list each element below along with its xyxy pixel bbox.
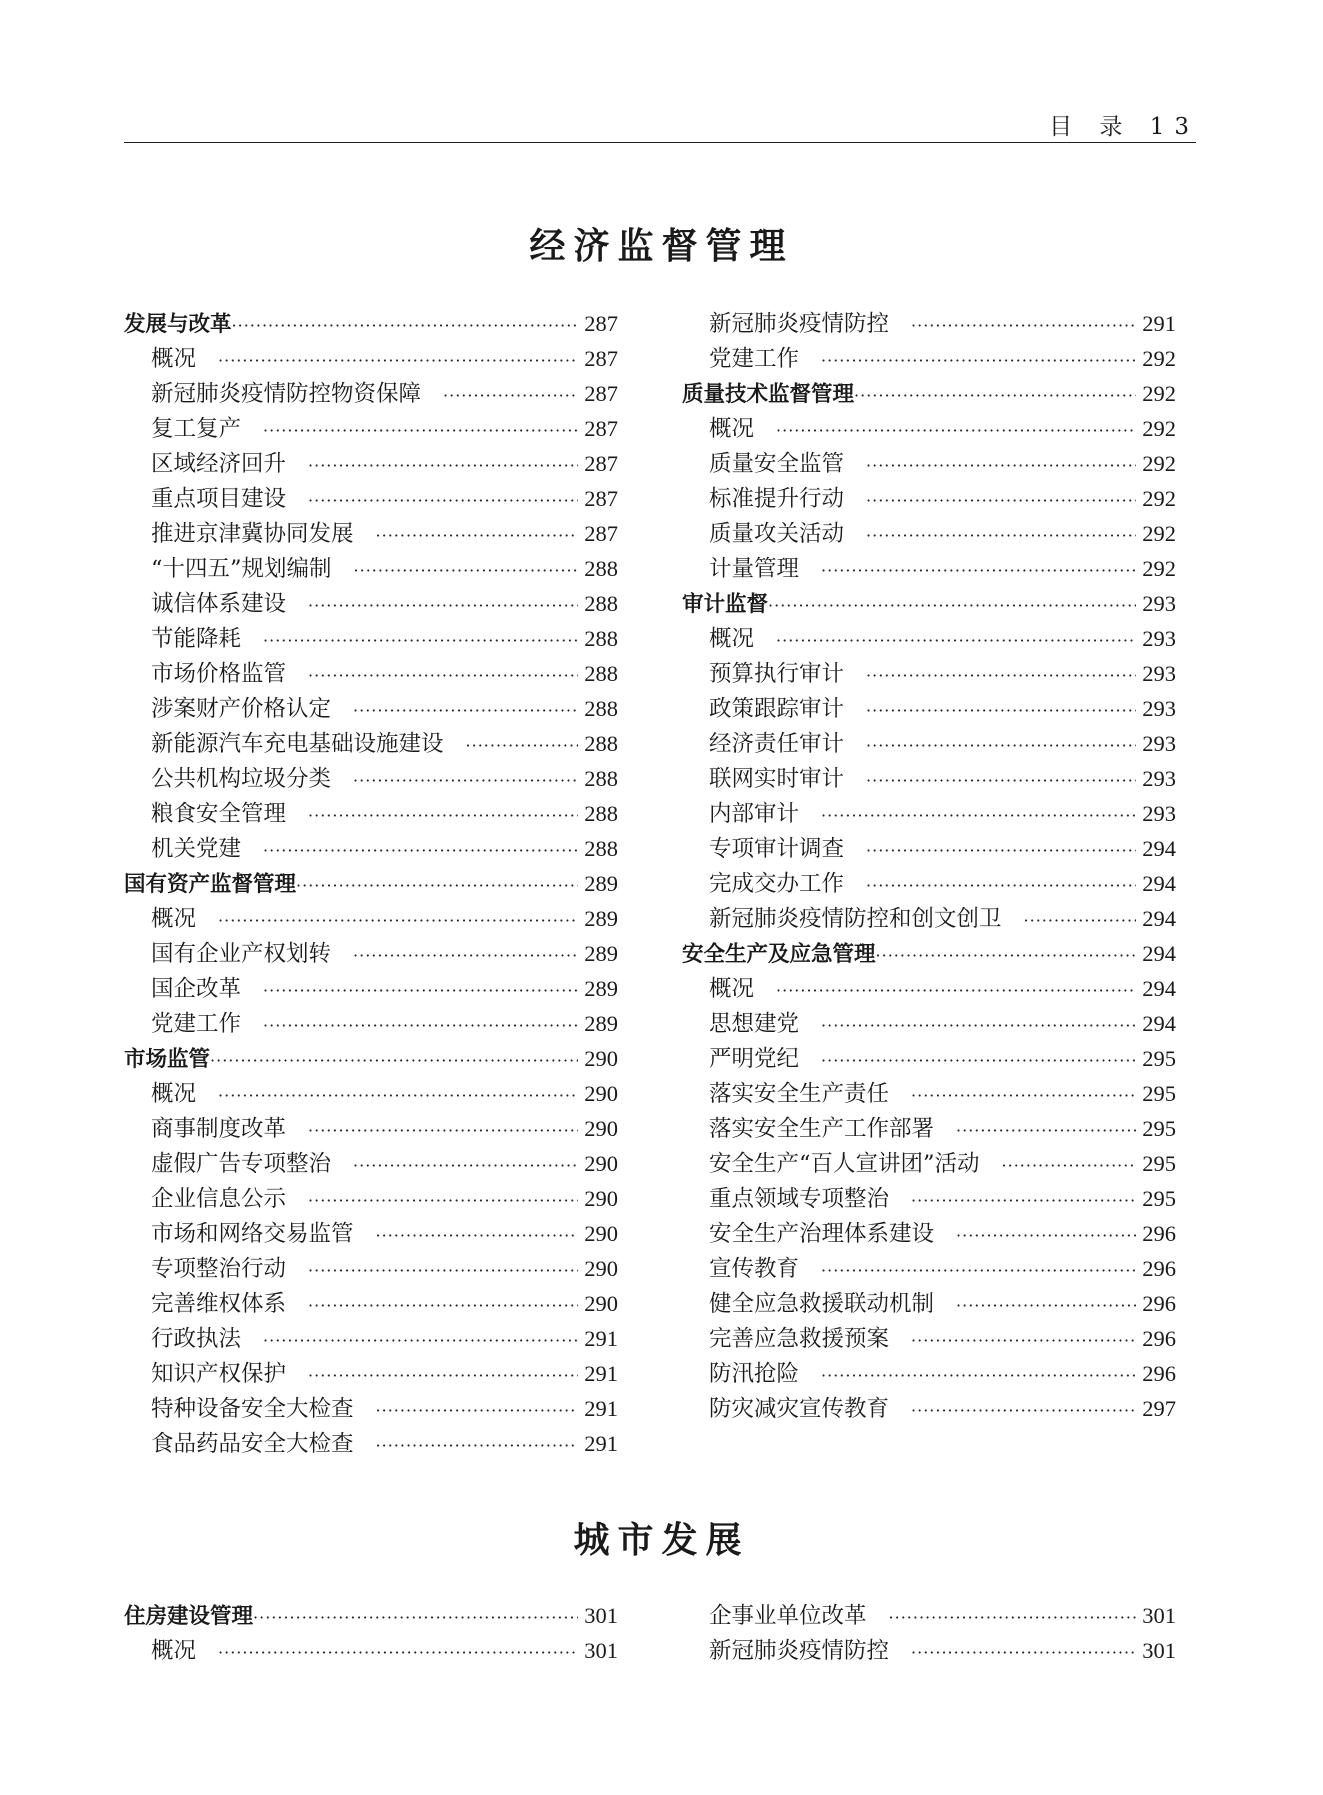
entry-title: 住房建设管理 — [124, 1604, 254, 1629]
toc-entry[interactable] — [124, 341, 618, 376]
dot-leader — [768, 588, 1136, 623]
dot-leader — [866, 833, 1136, 868]
toc-entry[interactable] — [124, 1076, 618, 1111]
toc-entry[interactable] — [682, 481, 1176, 516]
page-number: 292 — [1142, 346, 1176, 371]
page-number: 290 — [584, 1116, 618, 1141]
entry-title: 专项审计调查 — [709, 836, 845, 862]
entry-title: 新能源汽车充电基础设施建设 — [151, 731, 444, 757]
entry-title: 新冠肺炎疫情防控和创文创卫 — [709, 906, 1002, 932]
toc-entry[interactable] — [124, 726, 618, 761]
entry-title: 商事制度改革 — [151, 1116, 287, 1142]
toc-entry[interactable] — [682, 1006, 1176, 1041]
toc-entry[interactable] — [124, 1426, 618, 1461]
dot-leader — [376, 1218, 578, 1253]
entry-title: 概况 — [709, 976, 755, 1002]
dot-leader — [354, 553, 578, 588]
entry-title: 市场价格监管 — [151, 661, 287, 687]
dot-leader — [296, 868, 578, 903]
entry-title: 国有企业产权划转 — [151, 941, 332, 967]
entry-title: 质量安全监管 — [709, 451, 845, 477]
entry-title: 宣传教育 — [709, 1256, 800, 1282]
entry-title: 概况 — [709, 626, 755, 652]
entry-title: 复工复产 — [151, 416, 242, 442]
page-number: 295 — [1142, 1081, 1176, 1106]
toc-entry[interactable] — [682, 1076, 1176, 1111]
dot-leader — [218, 903, 578, 938]
toc-entry[interactable] — [682, 1251, 1176, 1286]
entry-title: 安全生产“百人宣讲团”活动 — [709, 1151, 980, 1177]
page-number: 296 — [1142, 1256, 1176, 1281]
dot-leader — [876, 938, 1136, 973]
entry-title: 内部审计 — [709, 801, 800, 827]
page-number: 290 — [584, 1081, 618, 1106]
entry-title: 专项整治行动 — [151, 1256, 287, 1282]
page-number: 296 — [1142, 1361, 1176, 1386]
page-number: 288 — [584, 696, 618, 721]
toc-entry[interactable] — [124, 1181, 618, 1216]
page-number: 292 — [1142, 521, 1176, 546]
entry-title: 计量管理 — [709, 556, 800, 582]
entry-title: 涉案财产价格认定 — [151, 696, 332, 722]
entry-title: 发展与改革 — [124, 312, 232, 337]
dot-leader — [263, 623, 578, 658]
dot-leader — [776, 413, 1136, 448]
page-number: 293 — [1142, 661, 1176, 686]
toc-entry[interactable] — [682, 516, 1176, 551]
toc-entry[interactable] — [124, 1391, 618, 1426]
toc-entry[interactable] — [682, 341, 1176, 376]
page-number: 296 — [1142, 1291, 1176, 1316]
toc-entry[interactable] — [124, 1321, 618, 1356]
entry-title: 安全生产及应急管理 — [682, 942, 876, 967]
toc-entry[interactable] — [124, 1216, 618, 1251]
toc-entry-main[interactable] — [124, 866, 618, 901]
dot-leader — [821, 1043, 1136, 1078]
dot-leader — [443, 378, 578, 413]
toc-entry-main[interactable] — [124, 1598, 618, 1633]
entry-title: 防汛抢险 — [709, 1361, 800, 1387]
entry-title: 审计监督 — [682, 592, 769, 617]
dot-leader — [353, 763, 578, 798]
dot-leader — [821, 798, 1136, 833]
dot-leader — [889, 1600, 1136, 1635]
page-number: 293 — [1142, 801, 1176, 826]
entry-title: 安全生产治理体系建设 — [709, 1221, 935, 1247]
page-number: 301 — [584, 1603, 618, 1628]
page-number: 292 — [1142, 486, 1176, 511]
dot-leader — [263, 1008, 578, 1043]
page-number: 293 — [1142, 766, 1176, 791]
page-number: 292 — [1142, 556, 1176, 581]
entry-title: 诚信体系建设 — [151, 591, 287, 617]
page-number: 290 — [584, 1151, 618, 1176]
toc-entry[interactable] — [682, 761, 1176, 796]
entry-title: 特种设备安全大检查 — [151, 1396, 354, 1422]
dot-leader — [866, 728, 1136, 763]
toc-entry[interactable] — [682, 691, 1176, 726]
page-number: 294 — [1142, 871, 1176, 896]
toc-entry[interactable] — [124, 376, 618, 411]
toc-entry[interactable] — [124, 901, 618, 936]
dot-leader — [776, 623, 1136, 658]
toc-entry[interactable] — [124, 936, 618, 971]
dot-leader — [866, 483, 1136, 518]
toc-entry[interactable] — [682, 1321, 1176, 1356]
toc-entry[interactable] — [124, 656, 618, 691]
dot-leader — [821, 1253, 1136, 1288]
toc-entry[interactable] — [682, 621, 1176, 656]
dot-leader — [308, 448, 578, 483]
entry-title: 虚假广告专项整治 — [151, 1151, 332, 1177]
page-number: 291 — [584, 1431, 618, 1456]
toc-entry[interactable] — [124, 1633, 618, 1668]
page-number: 293 — [1142, 626, 1176, 651]
entry-title: 市场监管 — [124, 1047, 211, 1072]
page-number: 289 — [584, 976, 618, 1001]
entry-title: 完成交办工作 — [709, 871, 845, 897]
entry-title: 国有资产监督管理 — [124, 872, 297, 897]
toc-column-left — [124, 306, 618, 1461]
running-head: 目 录 13 — [1049, 114, 1199, 140]
page-number: 289 — [584, 941, 618, 966]
page-number: 288 — [584, 836, 618, 861]
entry-title: 公共机构垃圾分类 — [151, 766, 332, 792]
dot-leader — [308, 1358, 578, 1393]
toc-entry[interactable] — [682, 1356, 1176, 1391]
page-number: 292 — [1142, 416, 1176, 441]
entry-title: 推进京津冀协同发展 — [151, 521, 354, 547]
toc-entry[interactable] — [124, 551, 618, 586]
dot-leader — [911, 1183, 1136, 1218]
page-number: 287 — [584, 486, 618, 511]
toc-entry[interactable] — [124, 761, 618, 796]
dot-leader — [911, 1635, 1136, 1670]
page-number: 301 — [1142, 1603, 1176, 1628]
entry-title: 新冠肺炎疫情防控物资保障 — [151, 381, 422, 407]
entry-title: 质量攻关活动 — [709, 521, 845, 547]
page-number: 287 — [584, 381, 618, 406]
dot-leader — [308, 1253, 578, 1288]
page-number: 287 — [584, 346, 618, 371]
section-title: 经济监督管理 — [529, 225, 794, 267]
page-number: 288 — [584, 626, 618, 651]
toc-entry[interactable] — [124, 411, 618, 446]
dot-leader — [866, 763, 1136, 798]
toc-entry[interactable] — [124, 586, 618, 621]
dot-leader — [218, 343, 578, 378]
toc-entry[interactable] — [682, 1111, 1176, 1146]
toc-entry[interactable] — [682, 1216, 1176, 1251]
dot-leader — [1002, 1148, 1136, 1183]
dot-leader — [308, 658, 578, 693]
entry-title: 党建工作 — [151, 1011, 242, 1037]
entry-title: 概况 — [151, 1638, 197, 1664]
entry-title: 市场和网络交易监管 — [151, 1221, 354, 1247]
entry-title: 质量技术监督管理 — [682, 382, 855, 407]
dot-leader — [263, 833, 578, 868]
page-number: 294 — [1142, 906, 1176, 931]
dot-leader — [253, 1600, 578, 1635]
dot-leader — [376, 1393, 578, 1428]
entry-title: 健全应急救援联动机制 — [709, 1291, 935, 1317]
entry-title: 概况 — [709, 416, 755, 442]
entry-title: 政策跟踪审计 — [709, 696, 845, 722]
entry-title: 标准提升行动 — [709, 486, 845, 512]
page-number: 289 — [584, 1011, 618, 1036]
header-rule — [124, 142, 1196, 143]
page-number: 290 — [584, 1186, 618, 1211]
entry-title: 完善应急救援预案 — [709, 1326, 890, 1352]
dot-leader — [911, 1323, 1136, 1358]
page-number: 296 — [1142, 1221, 1176, 1246]
page-number: 296 — [1142, 1326, 1176, 1351]
page-number: 290 — [584, 1291, 618, 1316]
page-number: 295 — [1142, 1046, 1176, 1071]
dot-leader — [232, 308, 578, 343]
entry-title: 落实安全生产责任 — [709, 1081, 890, 1107]
entry-title: 概况 — [151, 346, 197, 372]
page-number: 287 — [584, 311, 618, 336]
page-number: 290 — [584, 1221, 618, 1246]
page-number: 294 — [1142, 836, 1176, 861]
toc-entry[interactable] — [124, 1286, 618, 1321]
dot-leader — [308, 1113, 578, 1148]
toc-entry[interactable] — [124, 1356, 618, 1391]
entry-title: 食品药品安全大检查 — [151, 1431, 354, 1457]
toc-entry-main[interactable] — [682, 936, 1176, 971]
toc-entry[interactable] — [682, 1391, 1176, 1426]
entry-title: 企事业单位改革 — [709, 1603, 867, 1629]
dot-leader — [210, 1043, 578, 1078]
entry-title: 经济责任审计 — [709, 731, 845, 757]
entry-title: 防灾减灾宣传教育 — [709, 1396, 890, 1422]
entry-title: 预算执行审计 — [709, 661, 845, 687]
dot-leader — [308, 1183, 578, 1218]
toc-entry[interactable] — [682, 656, 1176, 691]
toc-entry[interactable] — [682, 411, 1176, 446]
dot-leader — [866, 658, 1136, 693]
page-number: 297 — [1142, 1396, 1176, 1421]
page-number: 292 — [1142, 451, 1176, 476]
toc-entry[interactable] — [124, 796, 618, 831]
toc-entry-main[interactable] — [682, 586, 1176, 621]
toc-entry-main[interactable] — [682, 376, 1176, 411]
page-number: 288 — [584, 661, 618, 686]
toc-entry[interactable] — [682, 1146, 1176, 1181]
section-title: 城市发展 — [573, 1519, 750, 1561]
toc-entry[interactable] — [124, 1006, 618, 1041]
toc-column-left — [124, 1598, 618, 1668]
entry-title: 严明党纪 — [709, 1046, 800, 1072]
page-number: 287 — [584, 521, 618, 546]
dot-leader — [821, 1358, 1136, 1393]
dot-leader — [353, 1148, 578, 1183]
toc-entry[interactable] — [682, 866, 1176, 901]
page-number: 291 — [584, 1361, 618, 1386]
toc-entry-main[interactable] — [124, 1041, 618, 1076]
toc-entry[interactable] — [124, 1251, 618, 1286]
page-number: 289 — [584, 871, 618, 896]
entry-title: 概况 — [151, 906, 197, 932]
dot-leader — [956, 1218, 1136, 1253]
page-number: 291 — [1142, 311, 1176, 336]
toc-entry[interactable] — [124, 971, 618, 1006]
page-number: 290 — [584, 1256, 618, 1281]
page-number: 293 — [1142, 696, 1176, 721]
toc-entry[interactable] — [124, 516, 618, 551]
toc-entry[interactable] — [124, 1146, 618, 1181]
dot-leader — [308, 588, 578, 623]
page-number: 294 — [1142, 941, 1176, 966]
page-number: 288 — [584, 766, 618, 791]
dot-leader — [854, 378, 1136, 413]
dot-leader — [911, 1393, 1136, 1428]
dot-leader — [218, 1078, 578, 1113]
page-number: 290 — [584, 1046, 618, 1071]
dot-leader — [308, 483, 578, 518]
dot-leader — [776, 973, 1136, 1008]
page-number: 293 — [1142, 591, 1176, 616]
dot-leader — [466, 728, 578, 763]
toc-entry-main[interactable] — [124, 306, 618, 341]
page-number: 288 — [584, 591, 618, 616]
toc-entry[interactable] — [124, 621, 618, 656]
entry-title: 联网实时审计 — [709, 766, 845, 792]
page-number: 301 — [1142, 1638, 1176, 1663]
page-number: 288 — [584, 556, 618, 581]
page-number: 301 — [584, 1638, 618, 1663]
entry-title: “十四五”规划编制 — [151, 556, 332, 582]
toc-entry[interactable] — [124, 1111, 618, 1146]
entry-title: 区域经济回升 — [151, 451, 287, 477]
entry-title: 新冠肺炎疫情防控 — [709, 1638, 890, 1664]
page-number: 294 — [1142, 1011, 1176, 1036]
dot-leader — [866, 448, 1136, 483]
toc-entry[interactable] — [682, 1041, 1176, 1076]
page-number: 287 — [584, 416, 618, 441]
entry-title: 重点项目建设 — [151, 486, 287, 512]
toc-entry[interactable] — [682, 726, 1176, 761]
dot-leader — [821, 553, 1136, 588]
page-number: 289 — [584, 906, 618, 931]
dot-leader — [866, 868, 1136, 903]
entry-title: 节能降耗 — [151, 626, 242, 652]
toc-entry[interactable] — [124, 831, 618, 866]
toc-entry[interactable] — [682, 306, 1176, 341]
page-number: 295 — [1142, 1186, 1176, 1211]
dot-leader — [308, 1288, 578, 1323]
toc-entry[interactable] — [682, 796, 1176, 831]
page-number: 288 — [584, 731, 618, 756]
dot-leader — [376, 1428, 578, 1463]
toc-entry[interactable] — [682, 551, 1176, 586]
page-number: 288 — [584, 801, 618, 826]
dot-leader — [376, 518, 578, 553]
entry-title: 知识产权保护 — [151, 1361, 287, 1387]
toc-entry[interactable] — [682, 831, 1176, 866]
toc-entry[interactable] — [124, 446, 618, 481]
toc-entry[interactable] — [682, 971, 1176, 1006]
toc-entry[interactable] — [682, 446, 1176, 481]
dot-leader — [263, 1323, 578, 1358]
entry-title: 国企改革 — [151, 976, 242, 1002]
entry-title: 党建工作 — [709, 346, 800, 372]
toc-entry[interactable] — [124, 481, 618, 516]
entry-title: 重点领域专项整治 — [709, 1186, 890, 1212]
entry-title: 完善维权体系 — [151, 1291, 287, 1317]
entry-title: 粮食安全管理 — [151, 801, 287, 827]
page-number: 295 — [1142, 1116, 1176, 1141]
dot-leader — [821, 1008, 1136, 1043]
page-number: 293 — [1142, 731, 1176, 756]
toc-entry[interactable] — [682, 1633, 1176, 1668]
dot-leader — [956, 1288, 1136, 1323]
toc-entry[interactable] — [682, 1286, 1176, 1321]
dot-leader — [821, 343, 1136, 378]
page-number: 294 — [1142, 976, 1176, 1001]
toc-column-right — [682, 1598, 1176, 1668]
toc-column-right — [682, 306, 1176, 1426]
entry-title: 落实安全生产工作部署 — [709, 1116, 935, 1142]
dot-leader — [866, 518, 1136, 553]
dot-leader — [956, 1113, 1136, 1148]
toc-entry[interactable] — [124, 691, 618, 726]
page-number: 291 — [584, 1396, 618, 1421]
dot-leader — [911, 1078, 1136, 1113]
dot-leader — [218, 1635, 578, 1670]
dot-leader — [263, 973, 578, 1008]
dot-leader — [353, 938, 578, 973]
entry-title: 概况 — [151, 1081, 197, 1107]
toc-entry[interactable] — [682, 1598, 1176, 1633]
dot-leader — [263, 413, 578, 448]
entry-title: 思想建党 — [709, 1011, 800, 1037]
page-number: 295 — [1142, 1151, 1176, 1176]
entry-title: 新冠肺炎疫情防控 — [709, 311, 890, 337]
dot-leader — [353, 693, 578, 728]
toc-entry[interactable] — [682, 901, 1176, 936]
entry-title: 行政执法 — [151, 1326, 242, 1352]
dot-leader — [911, 308, 1136, 343]
page-number: 291 — [584, 1326, 618, 1351]
entry-title: 企业信息公示 — [151, 1186, 287, 1212]
dot-leader — [308, 798, 578, 833]
page-number: 287 — [584, 451, 618, 476]
toc-entry[interactable] — [682, 1181, 1176, 1216]
dot-leader — [866, 693, 1136, 728]
entry-title: 机关党建 — [151, 836, 242, 862]
dot-leader — [1024, 903, 1136, 938]
page-number: 292 — [1142, 381, 1176, 406]
